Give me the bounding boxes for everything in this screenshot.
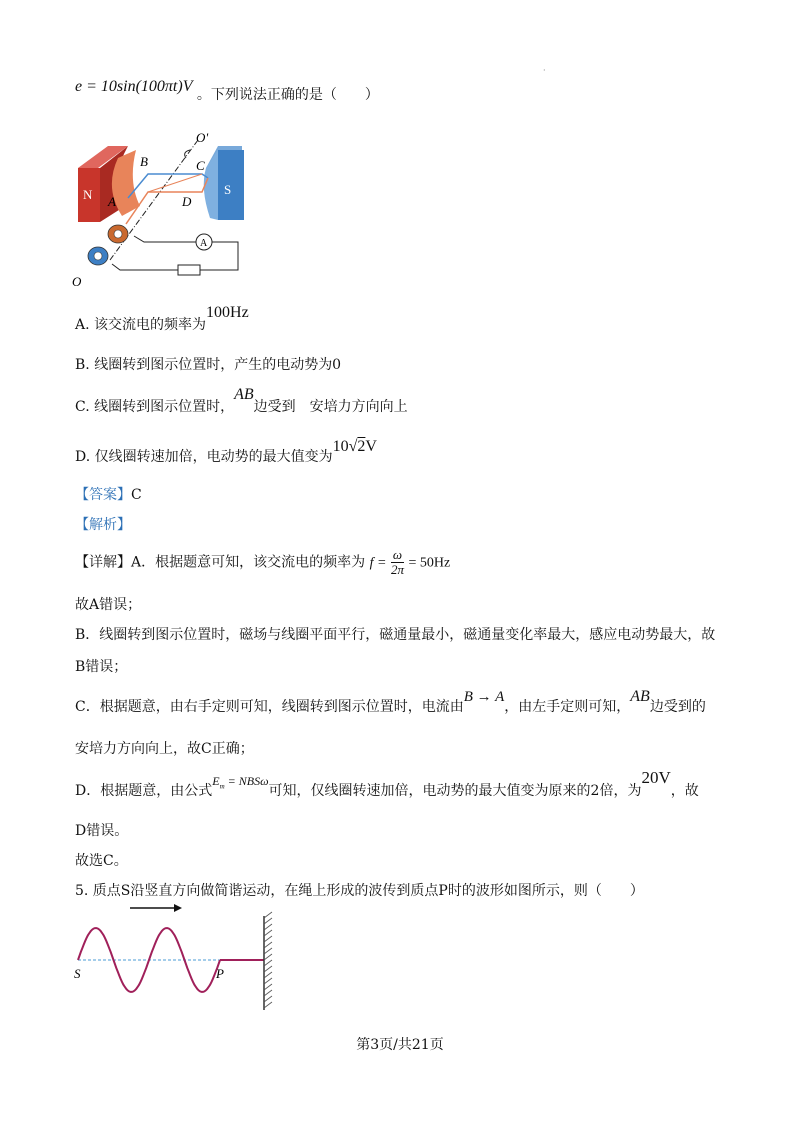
hatch-line [264, 912, 272, 918]
hatch-line [264, 924, 272, 930]
option-d-coef: 10 [332, 438, 349, 455]
hatch-line [264, 918, 272, 924]
emax-formula [212, 774, 269, 791]
label-o: O [72, 274, 82, 289]
option-c-text2: 边受到 安培力方向向上 [253, 399, 408, 415]
option-d-text: D. 仅线圈转速加倍，电动势的最大值变为 [75, 449, 333, 465]
page-footer: 第3页/共21页 [356, 1037, 444, 1053]
analysis-line [75, 514, 131, 534]
hatch-line [264, 990, 272, 996]
north-label: N [83, 187, 93, 202]
detail-a [75, 548, 450, 577]
option-a-text: A. 该交流电的频率为 [75, 317, 207, 333]
option-c-var: AB [234, 386, 254, 403]
freq-result: = 50Hz [408, 555, 451, 571]
final-choice: 故选C。 [75, 853, 128, 869]
option-c-text: C. 线圈转到图示位置时， [75, 399, 235, 415]
detail-d-text2: 可知，仅线圈转速加倍，电动势的最大值变为原来的2倍，为 [268, 783, 642, 799]
slip-ring-2-hole [94, 252, 102, 260]
detail-c-line2: 安培力方向向上，故C正确； [75, 741, 254, 757]
emax-sub: m [219, 782, 225, 791]
freq-denominator: 2π [390, 562, 404, 577]
detail-d-line2: D错误。 [75, 823, 129, 839]
circuit-wire-bottom [112, 264, 238, 270]
option-d-value: 10√2V [332, 438, 377, 455]
label-a: A [108, 194, 116, 209]
question-5: 5. 质点S沿竖直方向做简谐运动，在绳上形成的波传到质点P时的波形如图所示，则（ ） [75, 883, 644, 899]
stem-text: 。下列说法正确的是（ ） [196, 87, 379, 103]
current-direction: B → A [463, 689, 505, 705]
hatch-line [264, 948, 272, 954]
label-d: D [182, 194, 192, 209]
answer-line [75, 484, 142, 504]
detail-a-text: A．根据题意可知，该交流电的频率为 [131, 554, 366, 571]
emax-rest: = NBSω [227, 774, 269, 788]
answer-tag: 【答案】 [75, 487, 131, 503]
generator-figure [70, 128, 250, 293]
ammeter-label: A [200, 238, 208, 249]
hatch-line [264, 930, 272, 936]
detail-d-value: 20V [641, 768, 671, 787]
label-c: C [196, 158, 205, 173]
label-p: P [216, 966, 224, 981]
wave-arrowhead [174, 904, 182, 912]
wave-figure [70, 900, 290, 1015]
hatch-line [264, 936, 272, 942]
detail-d-text3: ，故 [670, 783, 699, 799]
emax-e: E [212, 774, 220, 788]
detail-b-line1: B．线圈转到图示位置时，磁场与线圈平面平行，磁通量最小，磁通量变化率最大，感应电动势最大，故 [75, 627, 716, 643]
hatch-line [264, 984, 272, 990]
hatch-line [264, 966, 272, 972]
slip-ring-1-hole [114, 230, 122, 238]
detail-c-text1: C．根据题意，由右手定则可知，线圈转到图示位置时，电流由 [75, 699, 464, 715]
south-label: S [224, 182, 232, 197]
option-a [75, 302, 249, 333]
analysis-tag: 【解析】 [75, 517, 131, 533]
freq-fraction [391, 548, 404, 577]
stray-dot: · [543, 66, 546, 75]
hatch-line [264, 1002, 272, 1008]
option-b: B. 线圈转到图示位置时，产生的电动势为0 [75, 357, 342, 373]
detail-d-text1: D．根据题意，由公式 [75, 783, 213, 799]
circuit-wire-top [134, 236, 238, 264]
wall-hatching [264, 912, 272, 1008]
label-o-prime: O' [196, 130, 209, 145]
freq-symbol: f = [369, 555, 387, 571]
option-a-value: 100Hz [206, 304, 249, 321]
option-d [75, 436, 377, 465]
option-d-radicand: 2 [357, 438, 366, 455]
hatch-line [264, 942, 272, 948]
detail-c-var: AB [630, 688, 650, 705]
label-b: B [140, 154, 148, 169]
detail-tag: 【详解】 [75, 554, 131, 571]
coil-inner [148, 174, 202, 192]
coil-side-ab [128, 174, 208, 198]
detail-d-line1 [75, 768, 699, 799]
hatch-line [264, 960, 272, 966]
hatch-line [264, 972, 272, 978]
answer-value: C [131, 487, 142, 503]
detail-a-conclusion: 故A错误； [75, 597, 142, 613]
detail-c-text3: 边受到的 [649, 699, 706, 715]
detail-c-line1 [75, 686, 706, 715]
hatch-line [264, 954, 272, 960]
option-c [75, 384, 408, 415]
label-s: S [74, 966, 81, 981]
detail-c-text2: ，由左手定则可知， [504, 699, 631, 715]
hatch-line [264, 996, 272, 1002]
emf-formula: e = 10sin(100πt)V [75, 78, 193, 95]
detail-b-line2: B错误； [75, 659, 128, 675]
freq-numerator: ω [392, 547, 403, 562]
resistor [178, 265, 200, 275]
option-d-unit: V [365, 438, 377, 455]
hatch-line [264, 978, 272, 984]
question-stem-tail [75, 76, 379, 103]
